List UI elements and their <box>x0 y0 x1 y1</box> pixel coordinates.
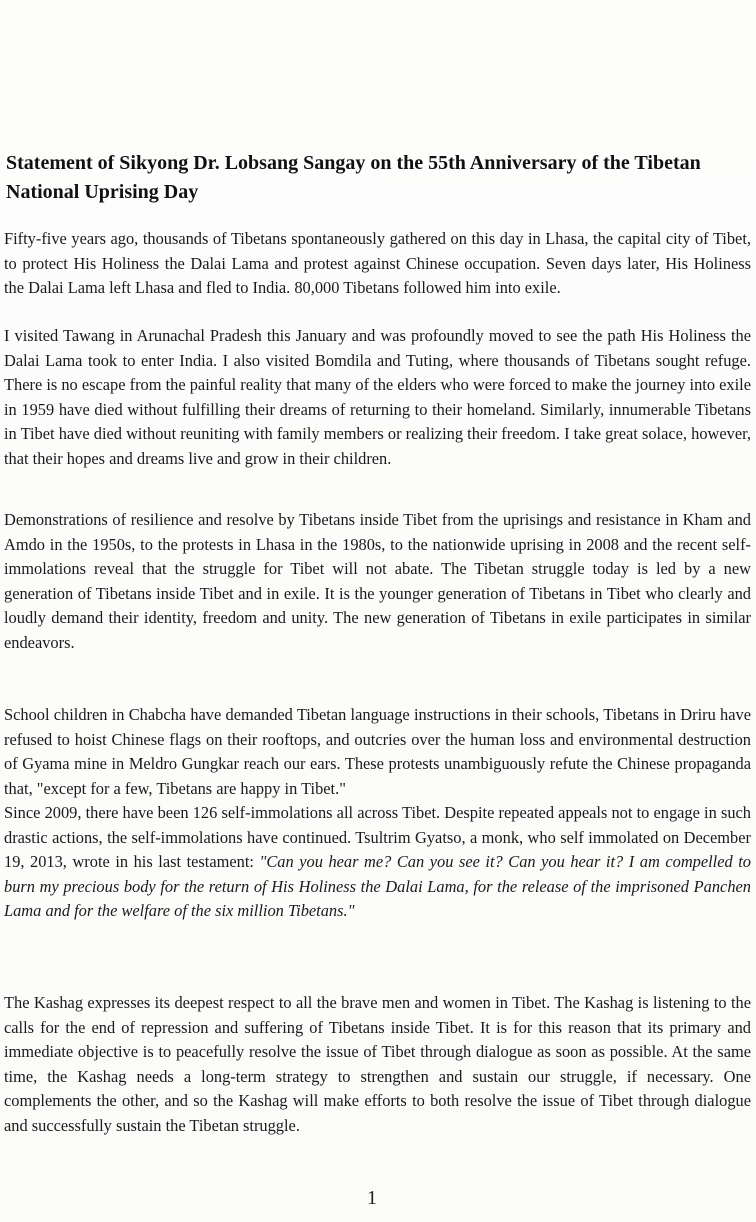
testament-quote: "Can you hear me? Can you see it? Can you hear it? I am compelled to burn my precious body for the return of His Holiness the Dalai Lama, for the release of the imprisoned Panchen Lama and for the welfare of the six million Tibetans." <box>4 852 751 921</box>
paragraph-2: I visited Tawang in Arunachal Pradesh this January and was profoundly moved to see the path His Holiness the Dalai Lama took to enter India. I also visited Bomdila and Tuting, where thousands of Tibetans sought refuge. There is no escape from the painful reality that many of the elders who were forced to make the journey into exile in 1959 have died without fulfilling their dreams of returning to their homeland. Similarly, innumerable Tibetans in Tibet have died without reuniting with family members or realizing their freedom. I take great solace, however, that their hopes and dreams live and grow in their children. <box>4 326 751 468</box>
paragraph-4: School children in Chabcha have demanded Tibetan language instructions in their schools, Tibetans in Driru have refused to hoist Chinese flags on their rooftops, and outcries over the human loss and environmental destruction of Gyama mine in Meldro Gungkar reach our ears. These protests unambiguously refute the Chinese propaganda that, "except for a few, Tibetans are happy in Tibet." <box>4 705 751 798</box>
paragraph-5-text: Since 2009, there have been 126 self-immolations all across Tibet. Despite repeated appeals not to engage in such drastic actions, the self-immolations have continued. Tsultrim Gyatso, a monk, who self immolated on December 19, 2013, wrote in his last testament: <box>4 803 751 872</box>
page-number: 1 <box>367 1187 377 1209</box>
paragraph-6: The Kashag expresses its deepest respect to all the brave men and women in Tibet. The Kashag is listening to the calls for the end of repression and suffering of Tibetans inside Tibet. It is for this reason that its primary and immediate objective is to peacefully resolve the issue of Tibet through dialogue as soon as possible. At the same time, the Kashag needs a long-term strategy to strengthen and sustain our struggle, if necessary. One complements the other, and so the Kashag will make efforts to both resolve the issue of Tibet through dialogue and successfully sustain the Tibetan struggle. <box>4 993 751 1135</box>
paragraph-5 <box>4 801 751 924</box>
paragraph-3: Demonstrations of resilience and resolve by Tibetans inside Tibet from the uprisings and resistance in Kham and Amdo in the 1950s, to the protests in Lhasa in the 1980s, to the nationwide uprising in 2008 and the recent self-immolations reveal that the struggle for Tibet will not abate. The Tibetan struggle today is led by a new generation of Tibetans inside Tibet and in exile. It is the younger generation of Tibetans in Tibet who clearly and loudly demand their identity, freedom and unity. The new generation of Tibetans in exile participates in similar endeavors. <box>4 510 751 652</box>
document-title: Statement of Sikyong Dr. Lobsang Sangay on the 55th Anniversary of the Tibetan National Uprising Day <box>6 152 701 203</box>
paragraph-1: Fifty-five years ago, thousands of Tibetans spontaneously gathered on this day in Lhasa, the capital city of Tibet, to protect His Holiness the Dalai Lama and protest against Chinese occupation. Seven days later, His Holiness the Dalai Lama left Lhasa and fled to India. 80,000 Tibetans followed him into exile. <box>4 229 751 298</box>
